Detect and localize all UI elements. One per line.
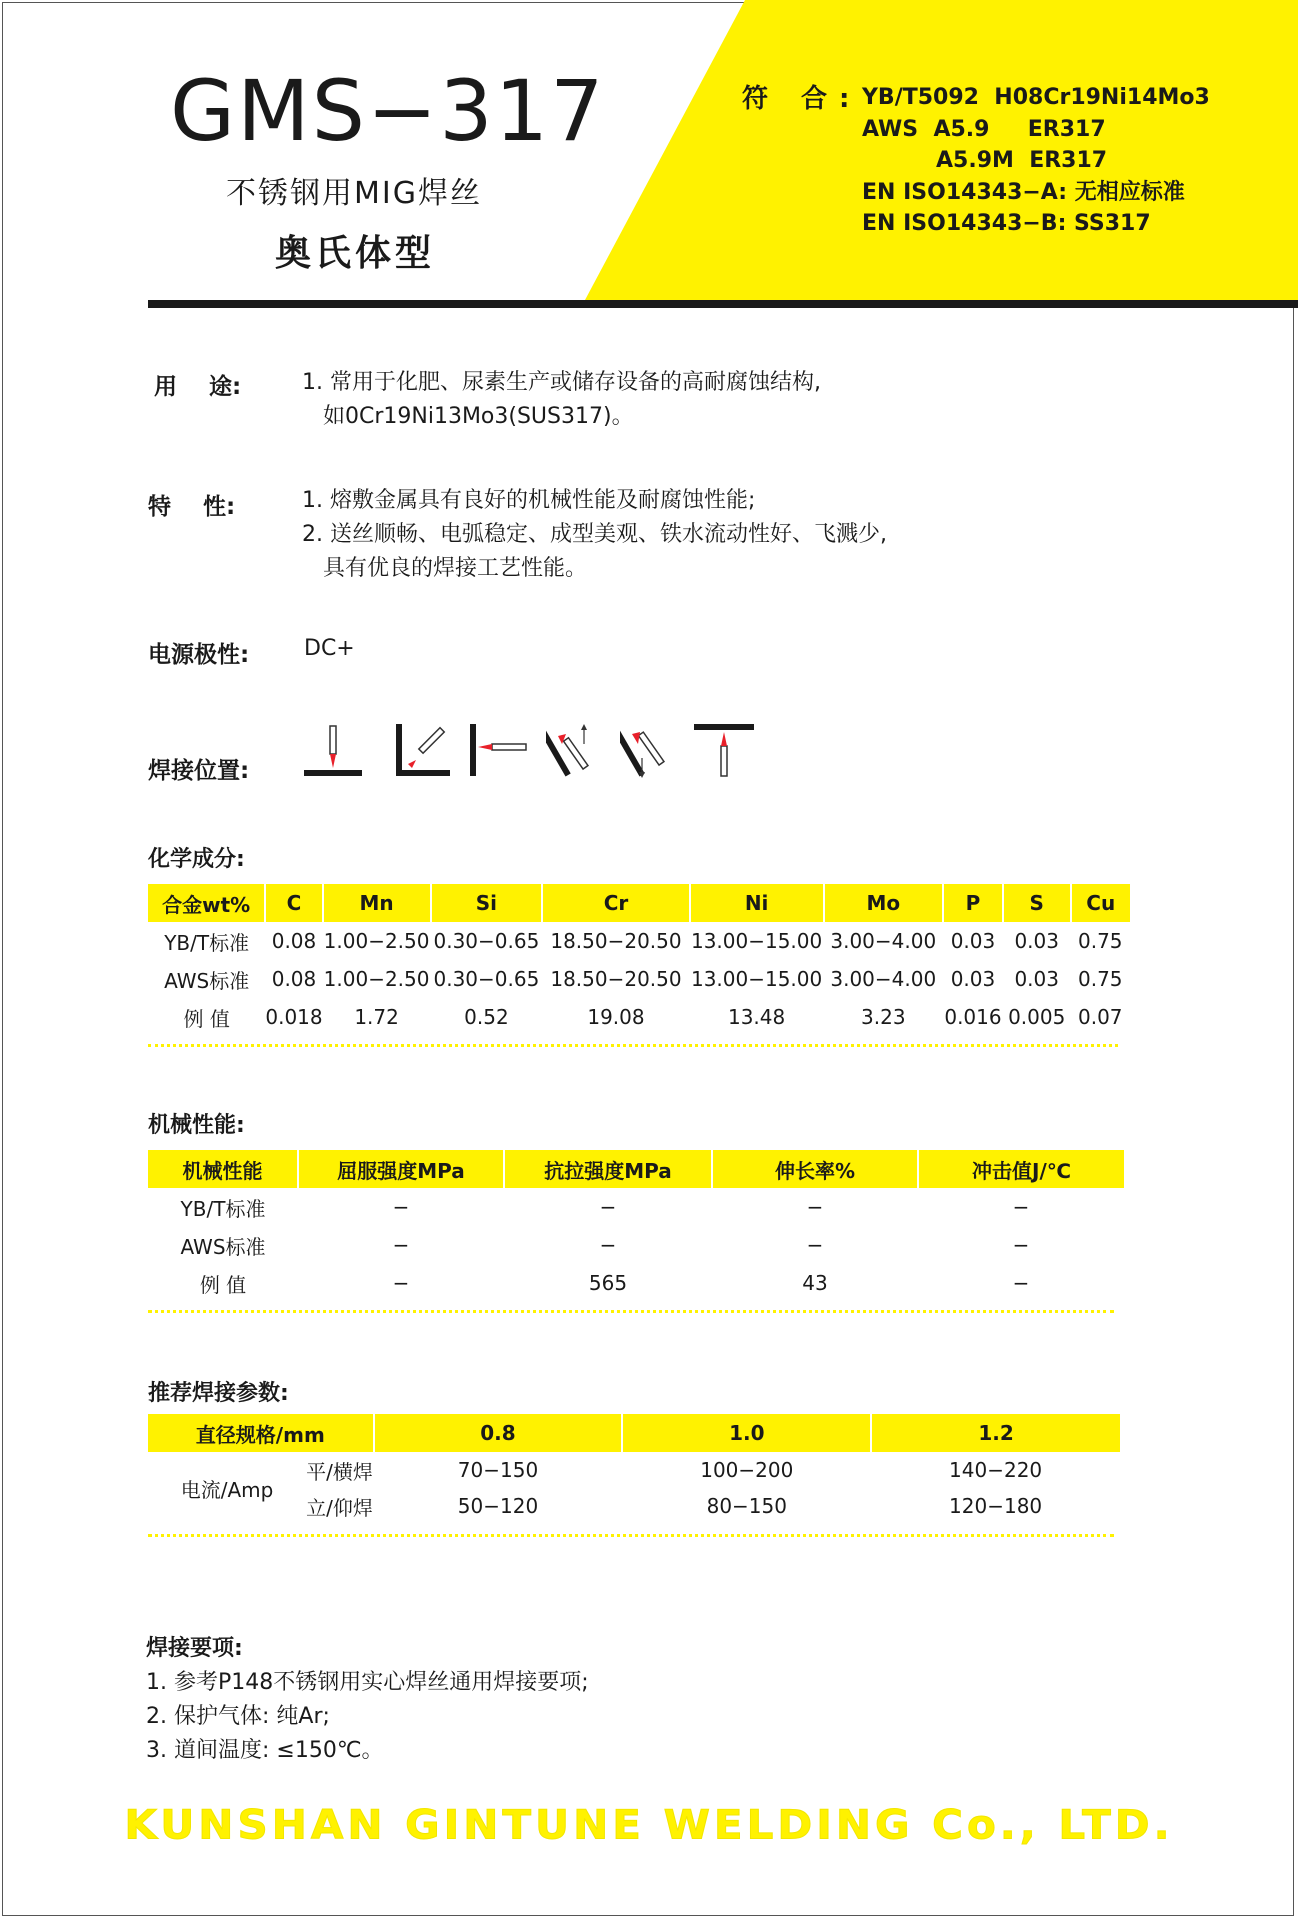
column-header: 抗拉强度MPa: [504, 1150, 712, 1188]
table-cell: 3.00−4.00: [830, 929, 937, 953]
horizontal-weld-icon: [468, 722, 528, 778]
table-cell: −: [1012, 1233, 1030, 1257]
table-row: [148, 1226, 1124, 1264]
table-cell: 0.016: [944, 1005, 1002, 1029]
column-header: P: [943, 884, 1003, 922]
row-label: 例 值: [199, 1272, 247, 1297]
row-label: 平/横焊: [306, 1459, 373, 1484]
usage-line: 1. 常用于化肥、尿素生产或储存设备的高耐腐蚀结构,: [302, 370, 821, 395]
table-cell: 0.005: [1008, 1005, 1066, 1029]
table-row: [148, 1452, 1120, 1488]
table-cell: 13.48: [727, 1005, 786, 1029]
table-cell: 50−120: [457, 1494, 539, 1518]
chemistry-table: [148, 884, 1130, 1036]
company-name: KUNSHAN GINTUNE WELDING Co., LTD.: [124, 1801, 1174, 1848]
table-cell: 1.00−2.50: [323, 929, 430, 953]
table-cell: 19.08: [587, 1005, 645, 1029]
table-cell: −: [599, 1233, 617, 1257]
row-label: 例 值: [183, 1006, 230, 1031]
table-cell: 100−200: [700, 1458, 794, 1482]
table-cell: 0.03: [950, 967, 996, 991]
table-cell: −: [1012, 1271, 1030, 1295]
mechanical-header-row: [148, 1150, 1124, 1188]
table-cell: 13.00−15.00: [690, 929, 823, 953]
feature-line: 具有优良的焊接工艺性能。: [302, 556, 587, 581]
usage-text: [302, 366, 821, 434]
positions-label: 焊接位置:: [148, 758, 250, 784]
note-item: 1. 参考P148不锈钢用实心焊丝通用焊接要项;: [146, 1670, 589, 1695]
column-header: Cu: [1071, 884, 1130, 922]
table-cell: 140−220: [949, 1458, 1043, 1482]
table-cell: 80−150: [706, 1494, 787, 1518]
horizontal-fillet-icon: [394, 722, 454, 778]
usage-line: 如0Cr19Ni13Mo3(SUS317)。: [302, 404, 634, 429]
column-header: 机械性能: [148, 1150, 298, 1188]
table-cell: −: [392, 1233, 410, 1257]
notes-title: 焊接要项:: [146, 1636, 243, 1661]
features-text: [302, 484, 887, 586]
mechanical-title: 机械性能:: [148, 1113, 245, 1138]
row-label: YB/T标准: [164, 930, 250, 955]
column-header: 屈服强度MPa: [298, 1150, 504, 1188]
column-header: 1.0: [622, 1414, 871, 1452]
polarity-label: 电源极性:: [148, 642, 250, 668]
table-cell: 18.50−20.50: [550, 967, 682, 991]
table-cell: −: [806, 1195, 824, 1219]
table-cell: 565: [588, 1271, 628, 1295]
vertical-down-icon: [620, 722, 680, 778]
table-cell: −: [599, 1195, 617, 1219]
feature-line: 1. 熔敷金属具有良好的机械性能及耐腐蚀性能;: [302, 488, 756, 513]
table-cell: 0.07: [1077, 1005, 1123, 1029]
current-label: 电流/Amp: [180, 1477, 274, 1502]
table-cell: 70−150: [457, 1458, 539, 1482]
table-cell: 1.00−2.50: [323, 967, 430, 991]
dotted-divider: [148, 1534, 1114, 1537]
table-cell: 0.30−0.65: [433, 929, 540, 953]
table-row: [148, 922, 1130, 960]
row-label: 立/仰焊: [306, 1495, 373, 1520]
table-cell: −: [1012, 1195, 1030, 1219]
table-cell: −: [392, 1195, 410, 1219]
table-cell: 1.72: [354, 1005, 399, 1029]
table-cell: 3.00−4.00: [830, 967, 937, 991]
table-cell: 0.75: [1077, 929, 1123, 953]
column-header: 合金wt%: [148, 884, 265, 922]
column-header: C: [265, 884, 322, 922]
params-header-row: [148, 1414, 1120, 1452]
column-header: S: [1003, 884, 1071, 922]
table-cell: 0.03: [950, 929, 996, 953]
standard-line: AWS A5.9 ER317: [862, 116, 1106, 142]
table-cell: 3.23: [861, 1005, 906, 1029]
table-cell: 18.50−20.50: [550, 929, 682, 953]
table-cell: 0.018: [265, 1005, 323, 1029]
column-header: Mo: [824, 884, 943, 922]
standard-line: YB/T5092 H08Cr19Ni14Mo3: [862, 85, 1210, 110]
params-title: 推荐焊接参数:: [148, 1381, 289, 1406]
mechanical-table: [148, 1150, 1124, 1302]
table-cell: 120−180: [949, 1494, 1043, 1518]
table-cell: −: [806, 1233, 824, 1257]
column-header: 直径规格/mm: [148, 1414, 374, 1452]
usage-label: 用 途:: [154, 374, 242, 400]
dotted-divider: [148, 1044, 1118, 1047]
standard-line: EN ISO14343−A: 无相应标准: [862, 179, 1185, 205]
table-cell: −: [392, 1271, 410, 1295]
dotted-divider: [148, 1310, 1114, 1313]
product-type: 奥氏体型: [275, 233, 436, 274]
column-header: 1.2: [871, 1414, 1120, 1452]
table-cell: 0.08: [271, 967, 317, 991]
table-cell: 0.30−0.65: [433, 967, 540, 991]
table-row: [148, 1188, 1124, 1226]
standards-list: [862, 82, 1210, 240]
table-cell: 0.03: [1014, 929, 1059, 953]
column-header: Si: [431, 884, 543, 922]
overhead-weld-icon: [694, 722, 754, 778]
standards-label: 符 合:: [742, 84, 862, 114]
params-table: [148, 1414, 1120, 1524]
chemistry-header-row: [148, 884, 1130, 922]
table-cell: 43: [802, 1271, 828, 1295]
column-header: 伸长率%: [712, 1150, 918, 1188]
table-row: [148, 1264, 1124, 1302]
column-header: 0.8: [374, 1414, 623, 1452]
column-header: Mn: [323, 884, 431, 922]
row-label: AWS标准: [164, 968, 250, 993]
note-item: 2. 保护气体: 纯Ar;: [146, 1704, 330, 1729]
flat-weld-icon: [304, 722, 364, 778]
model-name: GMS−317: [170, 62, 606, 160]
table-cell: 0.08: [271, 929, 317, 953]
feature-line: 2. 送丝顺畅、电弧稳定、成型美观、铁水流动性好、飞溅少,: [302, 522, 887, 547]
row-label: AWS标准: [180, 1234, 266, 1259]
column-header: Cr: [542, 884, 689, 922]
table-cell: 0.75: [1077, 967, 1123, 991]
column-header: 冲击值J/℃: [918, 1150, 1124, 1188]
product-subtitle: 不锈钢用MIG焊丝: [226, 176, 482, 211]
features-label: 特 性:: [148, 494, 236, 520]
vertical-up-icon: [546, 722, 606, 778]
table-row: [148, 998, 1130, 1036]
chemistry-title: 化学成分:: [148, 847, 245, 872]
table-cell: 0.03: [1014, 967, 1059, 991]
welding-notes: [146, 1632, 589, 1768]
table-cell: 13.00−15.00: [690, 967, 823, 991]
row-label: YB/T标准: [180, 1196, 266, 1221]
column-header: Ni: [690, 884, 824, 922]
polarity-value: DC+: [304, 636, 355, 661]
table-row: [148, 960, 1130, 998]
note-item: 3. 道间温度: ≤150℃。: [146, 1738, 384, 1763]
standard-line: EN ISO14343−B: SS317: [862, 211, 1151, 236]
standard-line: A5.9M ER317: [936, 148, 1108, 173]
table-cell: 0.52: [464, 1005, 509, 1029]
header-rule: [148, 300, 1298, 308]
